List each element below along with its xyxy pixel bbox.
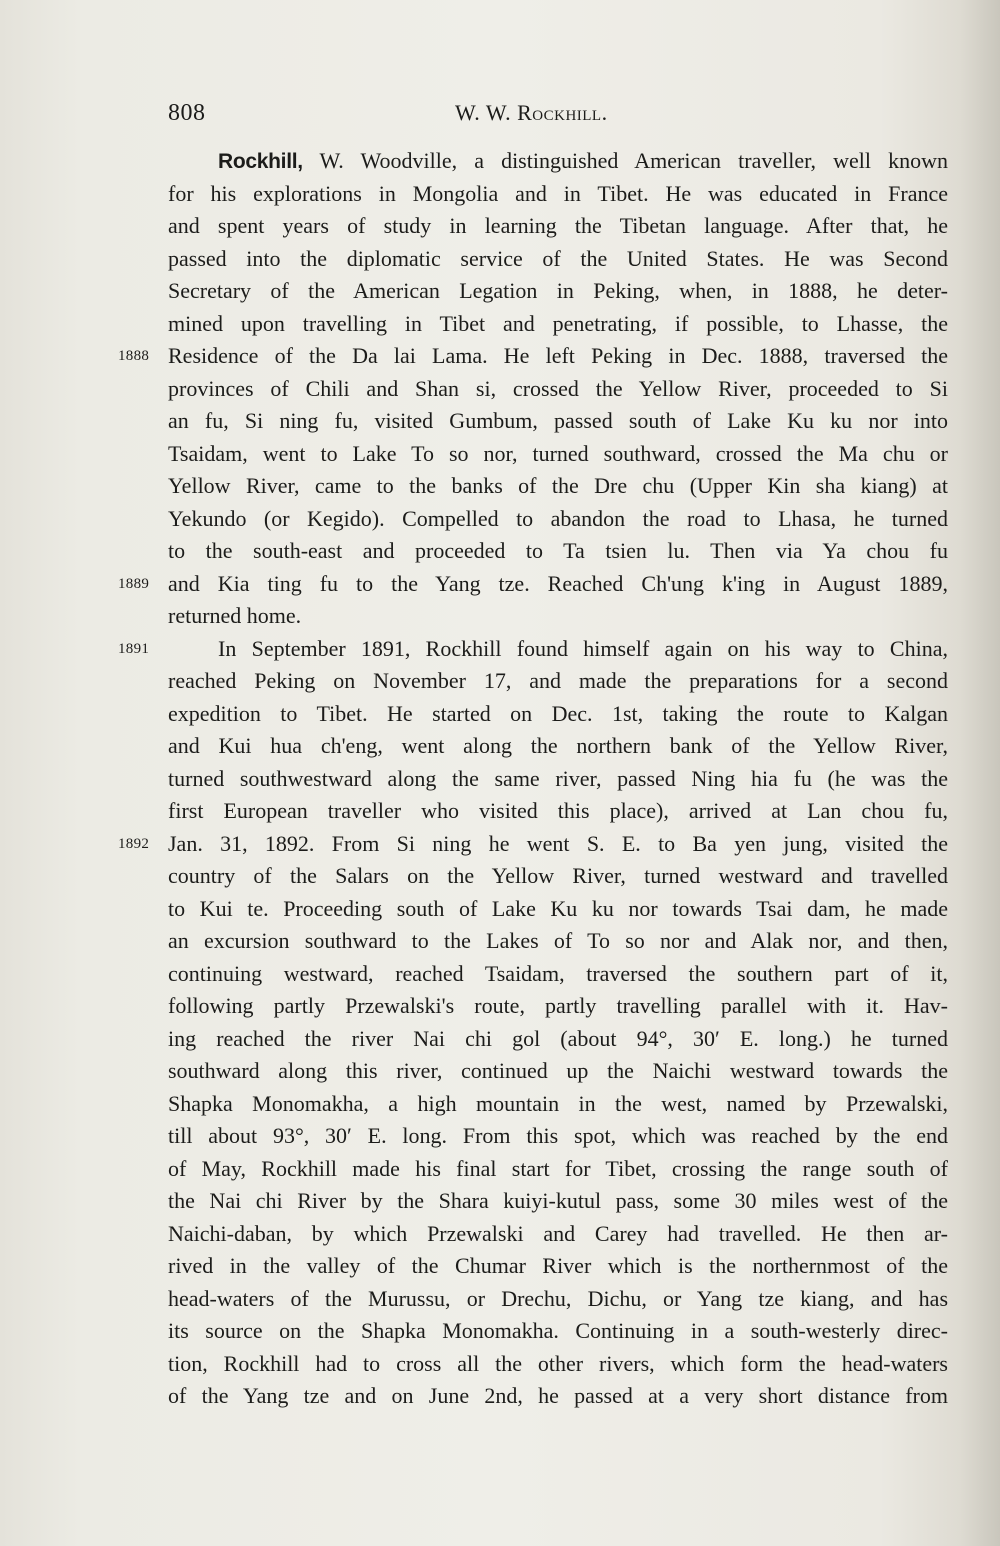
page-number: 808 <box>168 100 206 126</box>
text-line: country of the Salars on the Yellow River, turned westward and travelled <box>168 863 948 888</box>
text-line: the Nai chi River by the Shara kuiyi-kutul pass, some 30 miles west of the <box>168 1188 948 1213</box>
margin-year: 1889 <box>118 575 150 592</box>
text-line: to the south-east and proceeded to Ta tsien lu. Then via Ya chou fu <box>168 538 948 563</box>
text-line: and Kui hua ch'eng, went along the northern bank of the Yellow River, <box>168 733 948 758</box>
text-line: tion, Rockhill had to cross all the other rivers, which form the head-waters <box>168 1350 948 1376</box>
text-line: Naichi-daban, by which Przewalski and Carey had travelled. He then ar- <box>168 1220 948 1246</box>
text-line: head-waters of the Murussu, or Drechu, Dichu, or Yang tze kiang, and has <box>168 1285 948 1311</box>
text-line: passed into the diplomatic service of the United States. He was Second <box>168 245 948 271</box>
text-line: continuing westward, reached Tsaidam, traversed the southern part of it, <box>168 960 948 986</box>
text-line: for his explorations in Mongolia and in Tibet. He was educated in France <box>168 180 948 206</box>
text-line: Jan. 31, 1892. From Si ning he went S. E. to Ba yen jung, visited the <box>168 830 948 856</box>
text-line-content: W. Woodville, a distinguished American traveller, well known <box>319 148 948 173</box>
running-head-initials: W. W. <box>455 100 518 125</box>
text-line: Yellow River, came to the banks of the Dre chu (Upper Kin sha kiang) at <box>168 473 948 498</box>
margin-year: 1892 <box>118 835 150 852</box>
text-line: following partly Przewalski's route, partly travelling parallel with it. Hav- <box>168 993 948 1018</box>
text-line: Tsaidam, went to Lake To so nor, turned southward, crossed the Ma chu or <box>168 440 948 466</box>
text-line: of May, Rockhill made his final start for Tibet, crossing the range south of <box>168 1155 948 1181</box>
text-line: of the Yang tze and on June 2nd, he passed at a very short distance from <box>168 1383 948 1408</box>
text-line: mined upon travelling in Tibet and penetrating, if possible, to Lhasse, the <box>168 310 948 336</box>
text-line: first European traveller who visited this place), arrived at Lan chou fu, <box>168 798 948 823</box>
text-line: Shapka Monomakha, a high mountain in the west, named by Przewalski, <box>168 1090 948 1116</box>
text-line: its source on the Shapka Monomakha. Continuing in a south-westerly direc- <box>168 1318 948 1343</box>
text-line: returned home. <box>168 603 302 628</box>
margin-year: 1891 <box>118 640 150 657</box>
text-line: Yekundo (or Kegido). Compelled to abandon the road to Lhasa, he turned <box>168 505 948 531</box>
text-line: reached Peking on November 17, and made the preparations for a second <box>168 668 948 693</box>
text-line: southward along this river, continued up the Naichi westward towards the <box>168 1058 948 1083</box>
running-head <box>455 100 608 126</box>
text-line: till about 93°, 30′ E. long. From this spot, which was reached by the end <box>168 1123 948 1148</box>
text-line: turned southwestward along the same river, passed Ning hia fu (he was the <box>168 765 948 791</box>
running-head-surname: Rockhill. <box>517 100 608 125</box>
text-line: rived in the valley of the Chumar River which is the northernmost of the <box>168 1253 948 1278</box>
text-line: Residence of the Da lai Lama. He left Peking in Dec. 1888, traversed the <box>168 343 948 368</box>
text-line: provinces of Chili and Shan si, crossed the Yellow River, proceeded to Si <box>168 375 948 401</box>
text-line: and spent years of study in learning the Tibetan language. After that, he <box>168 213 948 238</box>
text-line: In September 1891, Rockhill found himself again on his way to China, <box>218 635 948 661</box>
text-line: expedition to Tibet. He started on Dec. 1st, taking the route to Kalgan <box>168 700 948 726</box>
text-line: ing reached the river Nai chi gol (about 94°, 30′ E. long.) he turned <box>168 1025 948 1051</box>
text-line: Secretary of the American Legation in Peking, when, in 1888, he deter- <box>168 278 948 303</box>
text-line: an excursion southward to the Lakes of To so nor and Alak nor, and then, <box>168 928 948 953</box>
text-line: an fu, Si ning fu, visited Gumbum, passed south of Lake Ku ku nor into <box>168 408 948 433</box>
text-line: and Kia ting fu to the Yang tze. Reached Ch'ung k'ing in August 1889, <box>168 570 948 596</box>
text-line <box>218 145 948 177</box>
entry-heading: Rockhill, <box>218 150 303 173</box>
margin-year: 1888 <box>118 348 150 364</box>
text-line: to Kui te. Proceeding south of Lake Ku ku nor towards Tsai dam, he made <box>168 895 948 921</box>
